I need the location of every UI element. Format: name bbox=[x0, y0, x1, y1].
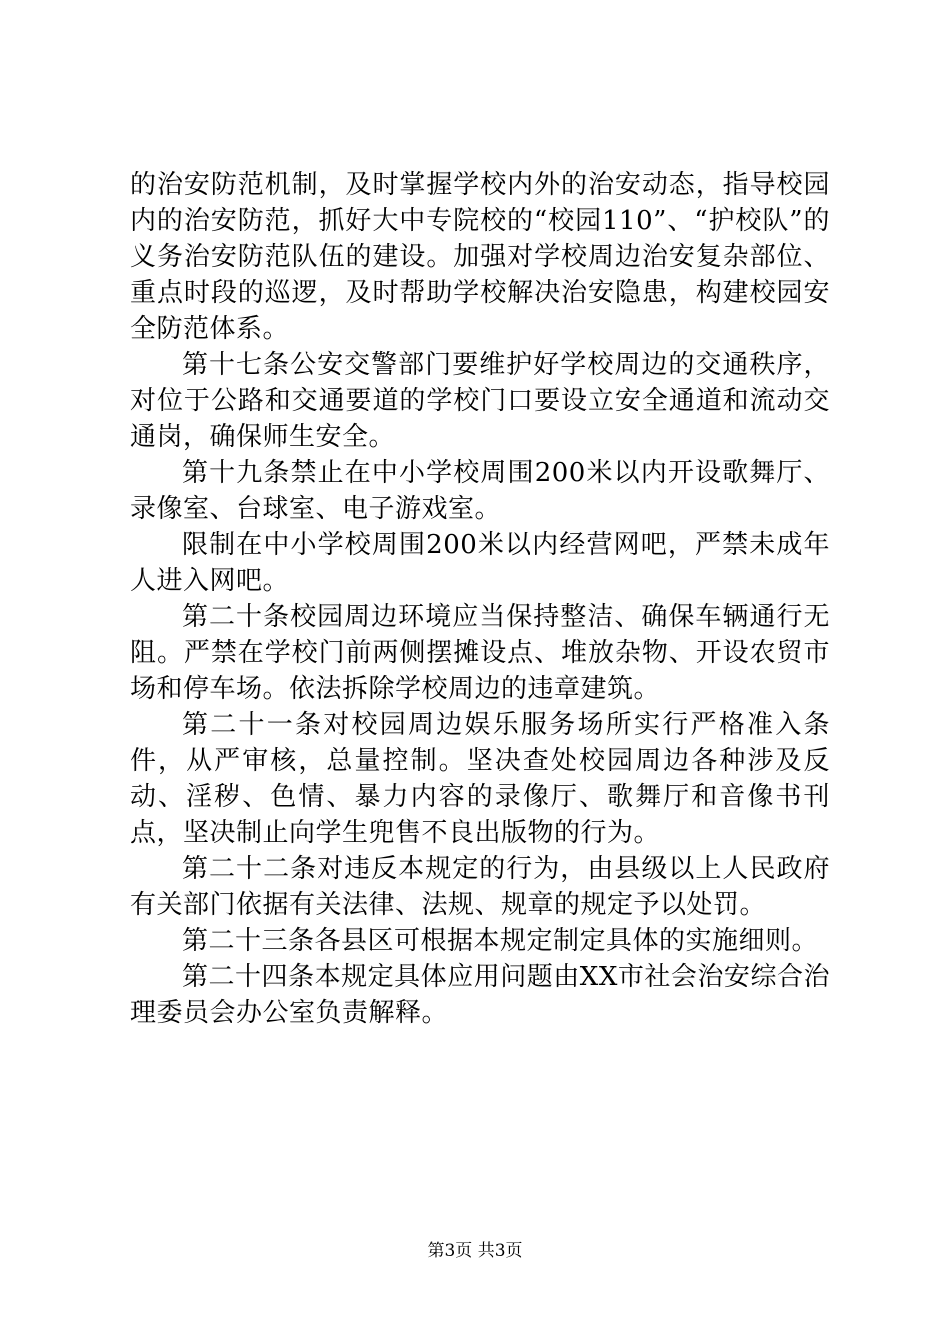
paragraph-internet-cafe-restriction: 限制在中小学校周围200米以内经营网吧，严禁未成年人进入网吧。 bbox=[130, 530, 830, 596]
paragraph-article-19: 第十九条禁止在中小学校周围200米以内开设歌舞厅、录像室、台球室、电子游戏室。 bbox=[130, 458, 830, 524]
paragraph-article-22: 第二十二条对违反本规定的行为，由县级以上人民政府有关部门依据有关法律、法规、规章的规定予以处罚。 bbox=[130, 854, 830, 920]
paragraph-continuation: 的治安防范机制，及时掌握学校内外的治安动态，指导校园内的治安防范，抓好大中专院校的“校园110”、“护校队”的义务治安防范队伍的建设。加强对学校周边治安复杂部位、重点时段的巡逻，及时帮助学校解决治安隐患，构建校园安全防范体系。 bbox=[130, 170, 830, 344]
paragraph-article-23: 第二十三条各县区可根据本规定制定具体的实施细则。 bbox=[182, 926, 819, 956]
document-body bbox=[130, 167, 830, 1031]
page-number-footer: 第3页 共3页 bbox=[427, 1241, 523, 1261]
paragraph-article-17: 第十七条公安交警部门要维护好学校周边的交通秩序，对位于公路和交通要道的学校门口要设立安全通道和流动交通岗，确保师生安全。 bbox=[130, 350, 830, 452]
paragraph-article-20: 第二十条校园周边环境应当保持整洁、确保车辆通行无阻。严禁在学校门前两侧摆摊设点、堆放杂物、开设农贸市场和停车场。依法拆除学校周边的违章建筑。 bbox=[130, 602, 830, 704]
paragraph-article-24: 第二十四条本规定具体应用问题由XX市社会治安综合治理委员会办公室负责解释。 bbox=[130, 962, 830, 1028]
paragraph-article-21: 第二十一条对校园周边娱乐服务场所实行严格准入条件，从严审核，总量控制。坚决查处校园周边各种涉及反动、淫秽、色情、暴力内容的录像厅、歌舞厅和音像书刊点，坚决制止向学生兜售不良出版物的行为。 bbox=[130, 710, 830, 848]
